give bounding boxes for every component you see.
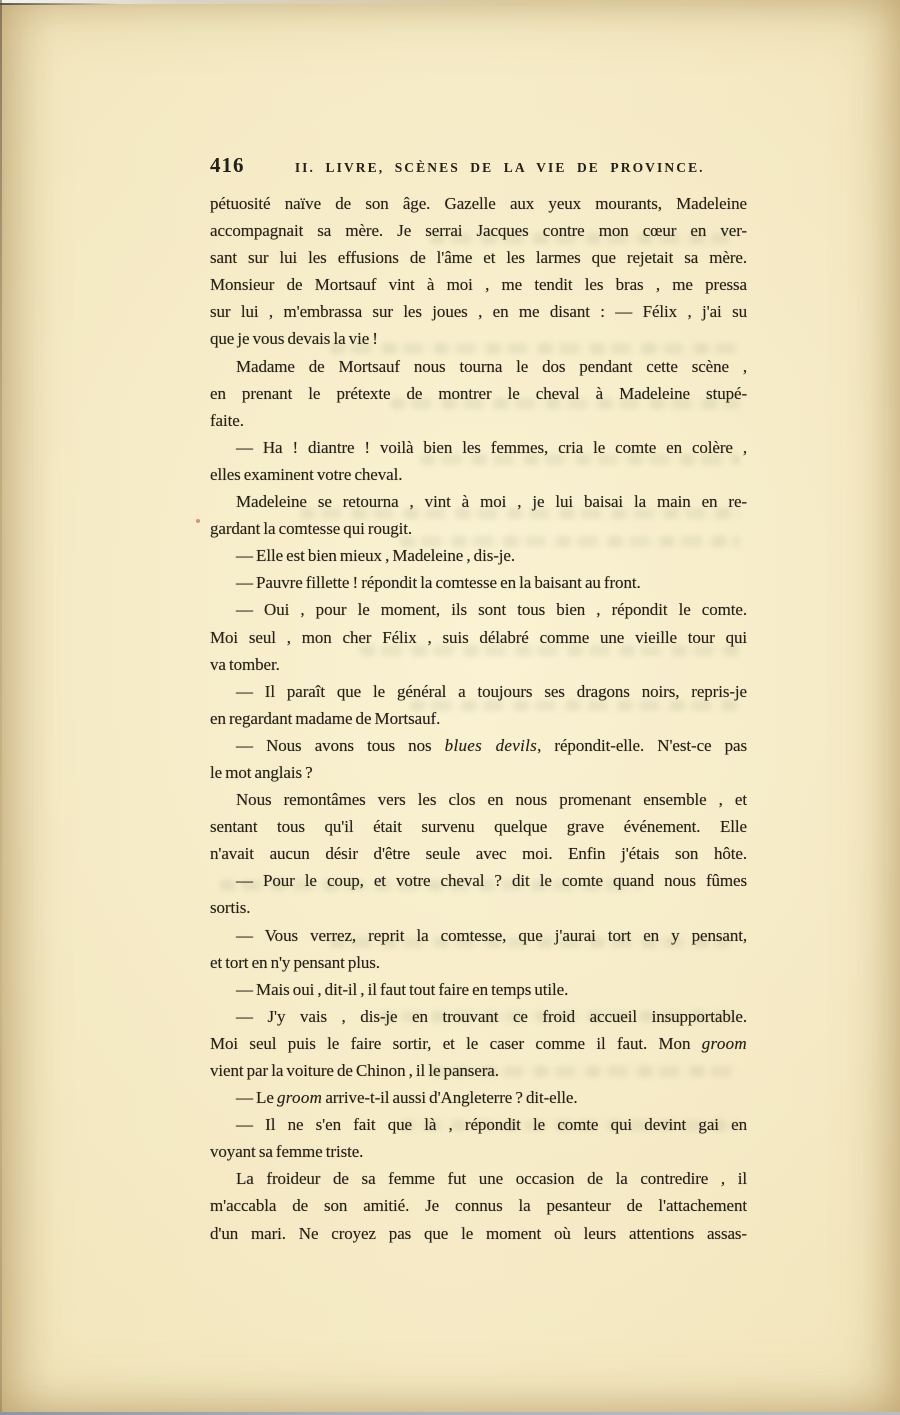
text-line <box>210 217 747 244</box>
text-segment: , répondit-elle. N'est-ce pas <box>537 735 747 755</box>
text-segment: Moi seul , mon cher Félix , suis délabré comme une vieille tour qui <box>210 627 747 647</box>
text-segment: n'avait aucun désir d'être seule avec moi. Enfin j'étais son hôte. <box>210 844 747 864</box>
text-segment: que je vous devais la vie ! <box>210 329 378 349</box>
italic-word: groom <box>701 1033 747 1053</box>
italic-word: blues devils <box>444 735 538 755</box>
page-header <box>210 153 747 178</box>
italic-word: groom <box>276 1088 323 1108</box>
text-segment: — Oui , pour le moment, ils sont tous bien , répondit le comte. <box>236 600 747 620</box>
scan-edge-top-dark <box>0 3 120 5</box>
text-line <box>210 1192 747 1219</box>
text-line <box>210 1057 747 1084</box>
text-segment: — J'y vais , dis-je en trouvant ce froid accueil insupportable. <box>236 1006 747 1026</box>
text-line <box>210 786 747 813</box>
text-segment: — Pour le coup, et votre cheval ? dit le comte quand nous fûmes <box>236 871 747 891</box>
text-segment: Monsieur de Mortsauf vint à moi , me tendit les bras , me pressa <box>210 275 747 295</box>
paper-speck <box>196 519 200 523</box>
text-line <box>210 325 747 352</box>
text-segment: sentant tous qu'il était survenu quelque grave événement. Elle <box>210 817 747 837</box>
text-line <box>210 840 747 867</box>
body-text <box>210 190 747 1247</box>
text-segment: d'un mari. Ne croyez pas que le moment où leurs attentions assas- <box>210 1223 747 1243</box>
text-line <box>210 380 747 407</box>
text-line <box>210 569 747 596</box>
text-segment: — Elle est bien mieux , Madeleine , dis-je. <box>236 546 515 566</box>
text-segment: accompagnait sa mère. Je serrai Jacques contre mon cœur en ver- <box>210 221 747 241</box>
text-segment: — Vous verrez, reprit la comtesse, que j'aurai tort en y pensant, <box>236 925 747 945</box>
text-line <box>210 1165 747 1192</box>
text-line <box>210 515 747 542</box>
text-segment: arrive-t-il aussi d'Angleterre ? dit-elle. <box>322 1088 578 1108</box>
text-segment: en regardant madame de Mortsauf. <box>210 708 441 728</box>
page-number: 416 <box>210 153 245 177</box>
text-line <box>210 867 747 894</box>
text-segment: vient par la voiture de Chinon , il le pansera. <box>210 1061 499 1080</box>
text-segment: — Mais oui , dit-il , il faut tout faire en temps utile. <box>236 979 569 999</box>
text-segment: va tomber. <box>210 654 280 674</box>
text-segment: elles examinent votre cheval. <box>210 464 403 484</box>
text-line <box>210 813 747 840</box>
text-line <box>210 1220 747 1247</box>
text-segment: faite. <box>210 410 244 430</box>
text-line <box>210 732 747 759</box>
text-segment: sant sur lui les effusions de l'âme et les larmes que rejetait sa mère. <box>210 248 747 268</box>
text-segment: Moi seul puis le faire sortir, et le caser comme il faut. Mon <box>210 1033 702 1053</box>
text-segment: pétuosité naïve de son âge. Gazelle aux yeux mourants, Madeleine <box>210 194 747 213</box>
text-segment: en prenant le prétexte de montrer le cheval à Madeleine stupé- <box>210 383 747 403</box>
text-line <box>210 1111 747 1138</box>
text-line <box>210 271 747 298</box>
text-segment: La froideur de sa femme fut une occasion de la contredire , il <box>236 1169 747 1189</box>
text-line <box>210 1003 747 1030</box>
text-line <box>210 949 747 976</box>
text-segment: m'accabla de son amitié. Je connus la pesanteur de l'attachement <box>210 1196 747 1216</box>
text-line <box>210 353 747 380</box>
text-line <box>210 1084 747 1111</box>
text-line <box>210 461 747 488</box>
text-line <box>210 1138 747 1165</box>
text-segment: — Il paraît que le général a toujours ses dragons noirs, repris-je <box>236 681 747 701</box>
text-line <box>210 434 747 461</box>
text-line <box>210 894 747 921</box>
text-line <box>210 922 747 949</box>
text-line <box>210 705 747 732</box>
text-segment: le mot anglais ? <box>210 762 313 782</box>
text-segment: sortis. <box>210 898 251 918</box>
text-line <box>210 678 747 705</box>
scan-edge-left <box>0 0 2 1415</box>
text-segment: sur lui , m'embrassa sur les joues , en me disant : — Félix , j'ai su <box>210 302 747 322</box>
text-line <box>210 624 747 651</box>
text-segment: — Pauvre fillette ! répondit la comtesse en la baisant au front. <box>236 573 641 593</box>
text-line <box>210 759 747 786</box>
text-line <box>210 407 747 434</box>
text-segment: Nous remontâmes vers les clos en nous promenant ensemble , et <box>236 790 747 810</box>
text-line <box>210 542 747 569</box>
text-segment: gardant la comtesse qui rougit. <box>210 519 413 539</box>
text-line <box>210 1030 747 1057</box>
text-line <box>210 244 747 271</box>
text-line <box>210 596 747 623</box>
text-segment: — Il ne s'en fait que là , répondit le comte qui devint gai en <box>236 1115 747 1135</box>
text-line <box>210 976 747 1003</box>
running-header-title: II. LIVRE, SCÈNES DE LA VIE DE PROVINCE. <box>294 160 705 175</box>
text-segment: et tort en n'y pensant plus. <box>210 952 380 972</box>
text-segment: — Ha ! diantre ! voilà bien les femmes, cria le comte en colère , <box>236 437 747 457</box>
text-line <box>210 651 747 678</box>
text-line <box>210 488 747 515</box>
text-segment: — Le <box>236 1088 277 1108</box>
text-segment: Madeleine se retourna , vint à moi , je lui baisai la main en re- <box>236 492 747 512</box>
text-segment: voyant sa femme triste. <box>210 1142 364 1162</box>
text-line <box>210 298 747 325</box>
text-segment: Madame de Mortsauf nous tourna le dos pendant cette scène , <box>236 356 747 376</box>
text-segment: — Nous avons tous nos <box>236 735 445 755</box>
text-line <box>210 190 747 217</box>
